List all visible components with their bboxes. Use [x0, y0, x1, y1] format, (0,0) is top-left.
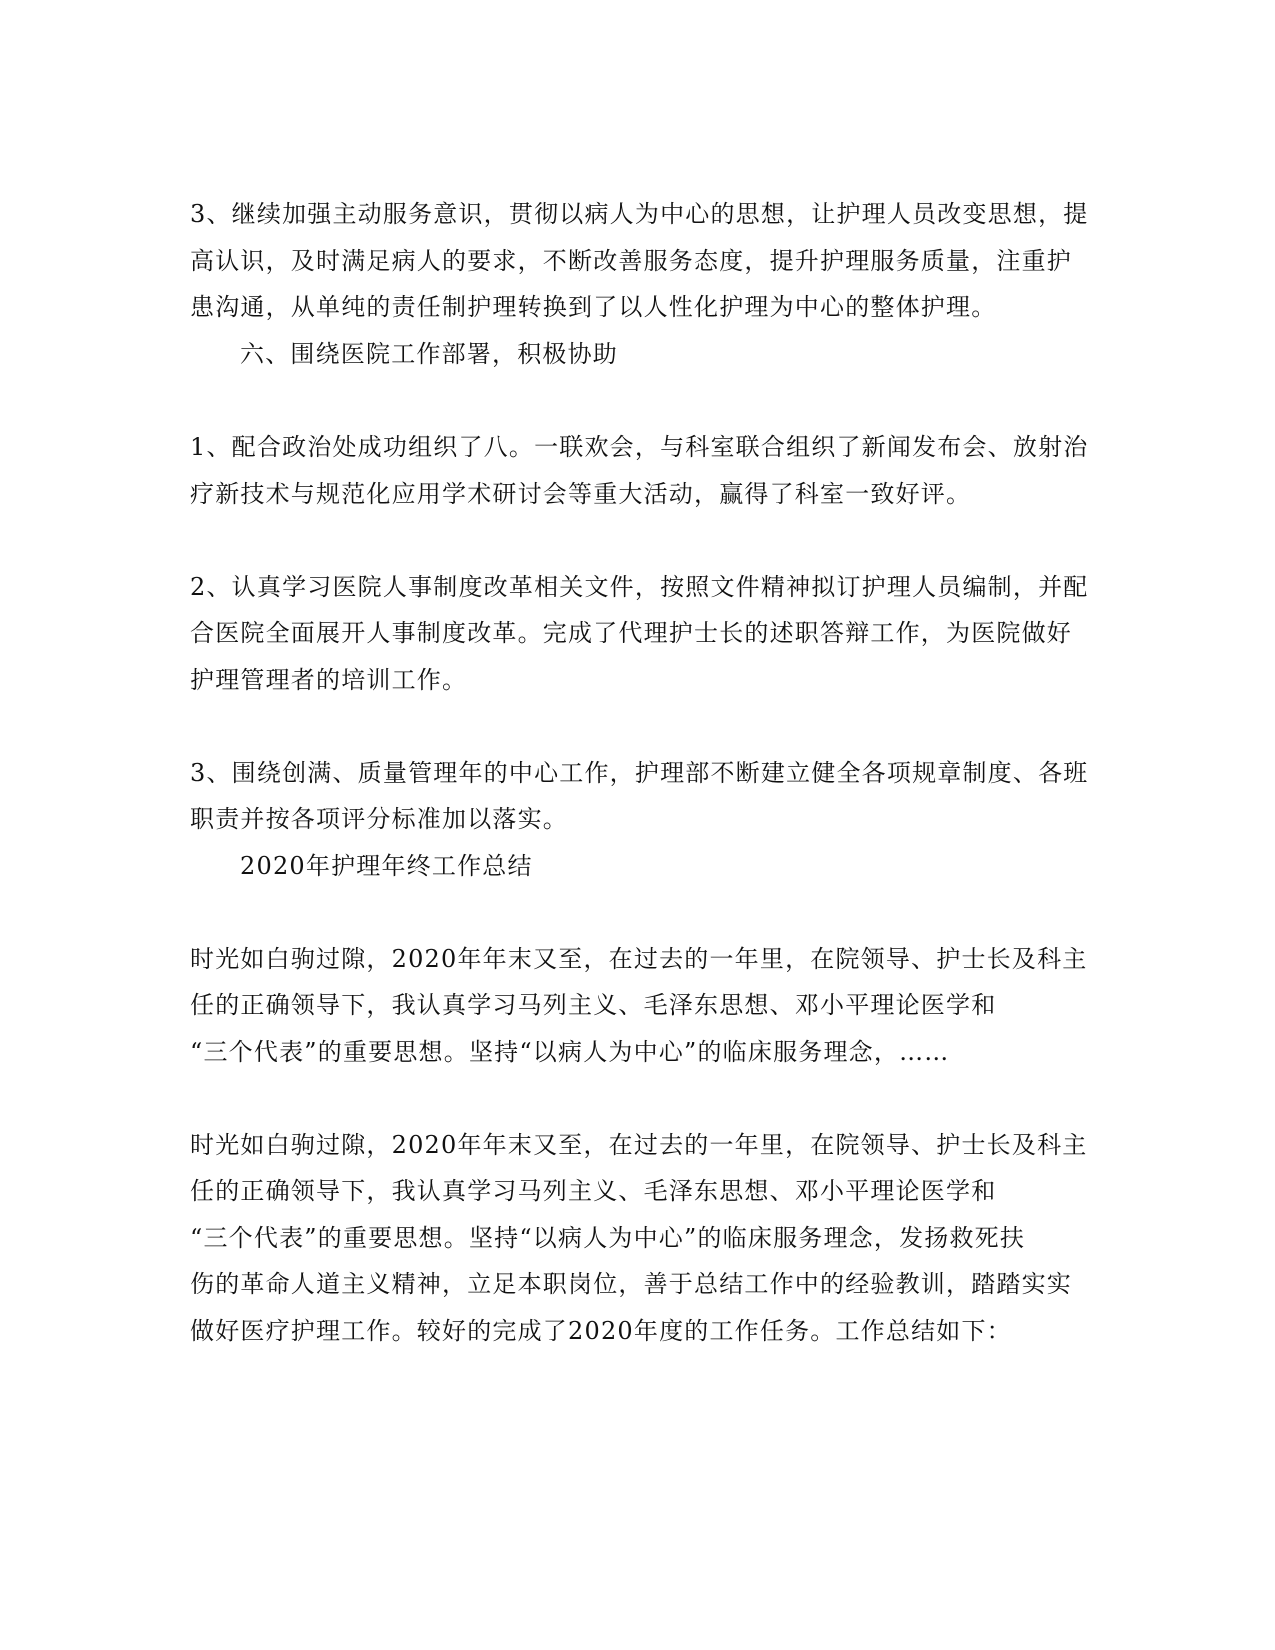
- paragraph-line: 1、配合政治处成功组织了八。一联欢会，与科室联合组织了新闻发布会、放射治: [190, 433, 1089, 461]
- section-heading: 六、围绕医院工作部署，积极协助: [240, 340, 618, 368]
- paragraph-line: 3、围绕创满、质量管理年的中心工作，护理部不断建立健全各项规章制度、各班: [190, 759, 1089, 787]
- paragraph-line: 任的正确领导下，我认真学习马列主义、毛泽东思想、邓小平理论医学和: [190, 1177, 997, 1205]
- paragraph-line: 合医院全面展开人事制度改革。完成了代理护士长的述职答辩工作，为医院做好: [190, 619, 1072, 647]
- paragraph-line: 伤的革命人道主义精神，立足本职岗位，善于总结工作中的经验教训，踏踏实实: [190, 1270, 1072, 1298]
- excerpt-line: 时光如白驹过隙，2020年年末又至，在过去的一年里，在院领导、护士长及科主: [190, 945, 1088, 973]
- paragraph-line: 3、继续加强主动服务意识，贯彻以病人为中心的思想，让护理人员改变思想，提: [190, 200, 1089, 228]
- paragraph-line: 疗新技术与规范化应用学术研讨会等重大活动，赢得了科室一致好评。: [190, 480, 972, 508]
- paragraph-line: 做好医疗护理工作。较好的完成了2020年度的工作任务。工作总结如下：: [190, 1317, 1012, 1345]
- paragraph-line: “三个代表”的重要思想。坚持“以病人为中心”的临床服务理念，发扬救死扶: [190, 1224, 1026, 1252]
- summary-title: 2020年护理年终工作总结: [240, 852, 533, 880]
- excerpt-line: “三个代表”的重要思想。坚持“以病人为中心”的临床服务理念，……: [190, 1038, 950, 1066]
- paragraph-line: 护理管理者的培训工作。: [190, 666, 468, 694]
- paragraph-line: 时光如白驹过隙，2020年年末又至，在过去的一年里，在院领导、护士长及科主: [190, 1131, 1088, 1159]
- paragraph-line: 高认识，及时满足病人的要求，不断改善服务态度，提升护理服务质量，注重护: [190, 247, 1072, 275]
- paragraph-line: 患沟通，从单纯的责任制护理转换到了以人性化护理为中心的整体护理。: [190, 293, 997, 321]
- paragraph-line: 2、认真学习医院人事制度改革相关文件，按照文件精神拟订护理人员编制，并配: [190, 573, 1089, 601]
- paragraph-line: 职责并按各项评分标准加以落实。: [190, 805, 568, 833]
- excerpt-line: 任的正确领导下，我认真学习马列主义、毛泽东思想、邓小平理论医学和: [190, 991, 997, 1019]
